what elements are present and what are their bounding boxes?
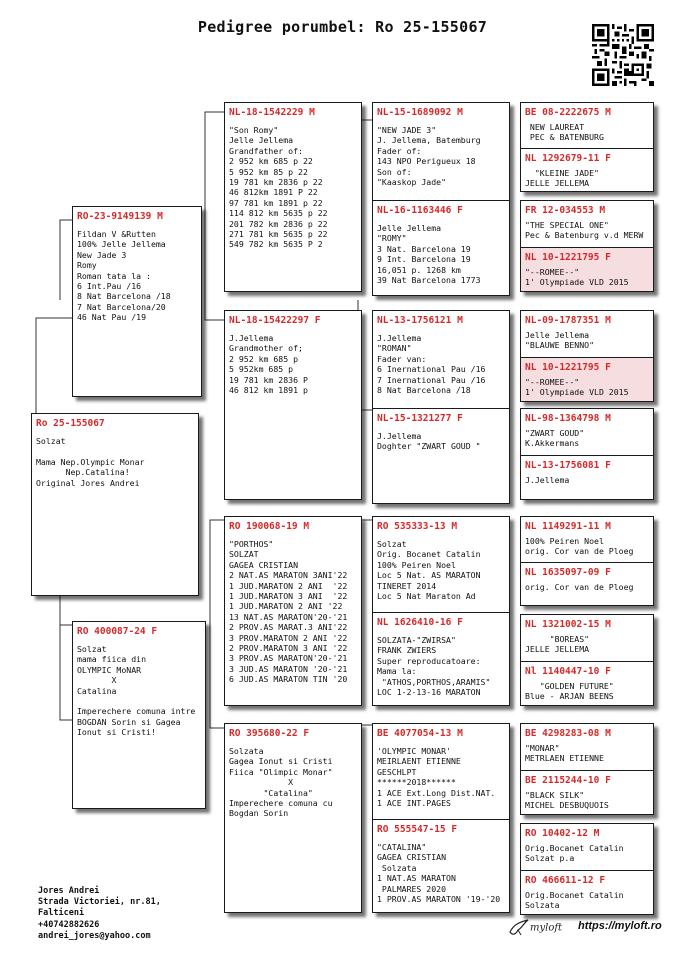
pigeon-entry — [73, 622, 205, 809]
ring-number: RO 190068-19 M — [229, 521, 310, 532]
pigeon-entry — [521, 661, 653, 706]
pigeon-info: "BOREAS" JELLE JELLEMA — [525, 634, 590, 655]
pedigree-card-gggen-2[interactable] — [520, 200, 654, 292]
pedigree-card-grandsire-sire[interactable] — [224, 102, 362, 292]
pedigree-card-granddam-sire[interactable] — [224, 310, 362, 500]
pigeon-info: orig. Cor van de Ploeg — [525, 582, 634, 592]
page-title: Pedigree porumbel: Ro 25-155067 — [197, 18, 488, 36]
ring-number: NL-13-1756081 F — [525, 460, 611, 471]
pigeon-entry — [521, 103, 653, 148]
pigeon-entry — [373, 103, 509, 200]
ring-number: Ro 25-155067 — [36, 418, 105, 429]
pedigree-card-gggen-6[interactable] — [520, 614, 654, 706]
pigeon-entry — [373, 612, 509, 706]
pigeon-info: Solzat mama fiica din OLYMPIC MoNAR X Catalina Imperechere comuna intre BOGDAN Sorin si Gagea Ionut si Cristi! — [77, 644, 196, 738]
pigeon-entry — [521, 562, 653, 606]
pigeon-info: "MONAR" METRLAEN ETIENNE — [525, 743, 604, 764]
pedigree-card-dam[interactable] — [72, 621, 206, 809]
pedigree-card-ggen-4[interactable] — [372, 723, 510, 913]
pigeon-entry — [373, 200, 509, 296]
ring-number: NL-09-1787351 M — [525, 315, 611, 326]
pigeon-entry — [225, 103, 361, 292]
pigeon-entry — [373, 311, 509, 408]
ring-number: NL 1149291-11 M — [525, 521, 611, 532]
pigeon-info: J.Jellema — [525, 475, 570, 485]
pigeon-info: 100% Peiren Noel orig. Cor van de Ploeg — [525, 536, 634, 557]
ring-number: RO 395680-22 F — [229, 728, 310, 739]
pigeon-entry — [73, 207, 201, 397]
pigeon-info: "PORTHOS" SOLZAT GAGEA CRISTIAN 2 NAT.AS MARATON 3ANI'22 1 JUD.MARATON 2 ANI '22 1 JUD.MARATON 3 ANI '22 1 JUD.MARATON 2 ANI '22 13 NAT.AS MARATON'20-'21 2 PROV.AS MARAT.3 ANI'22 3 PROV.MARATON 2 ANI '22 2 PROV.MARATON 3 ANI '22 3 PROV.AS MARATON'20-'21 3 JUD.AS MARATON '20-'21 6 JUD.AS MARATON TIN '20 — [229, 539, 348, 685]
pigeon-entry — [225, 311, 361, 500]
pigeon-entry — [521, 824, 653, 870]
ring-number: NL-98-1364798 M — [525, 413, 611, 424]
ring-number: RO 555547-15 F — [377, 824, 458, 835]
pigeon-entry — [521, 201, 653, 247]
ring-number: NL 1321002-15 M — [525, 619, 611, 630]
ring-number: NL 1635097-09 F — [525, 567, 611, 578]
pedigree-card-ggen-2[interactable] — [372, 310, 510, 504]
pigeon-entry — [521, 357, 653, 402]
ring-number: BE 4298283-08 M — [525, 728, 611, 739]
ring-number: NL-15-1689092 M — [377, 107, 463, 118]
pigeon-info: "--ROMEE--" 1' Olympiade VLD 2015 — [525, 377, 629, 398]
ring-number: NL 1626410-16 F — [377, 617, 463, 628]
pedigree-card-ggen-3[interactable] — [372, 516, 510, 706]
ring-number: NL-18-15422297 F — [229, 315, 321, 326]
ring-number: NL-18-1542229 M — [229, 107, 315, 118]
pigeon-info: NEW LAUREAT PEC & BATENBURG — [529, 122, 604, 143]
pigeon-info: "BLACK SILK" MICHEL DESBUQUOIS — [525, 790, 609, 811]
pigeon-icon — [508, 918, 530, 938]
pigeon-info: Orig.Bocanet Catalin Solzat p.a — [525, 843, 624, 864]
ring-number: NL 1292679-11 F — [525, 153, 611, 164]
pigeon-entry — [32, 414, 198, 596]
pedigree-card-sire[interactable] — [72, 206, 202, 397]
pigeon-entry — [521, 724, 653, 770]
pigeon-entry — [373, 724, 509, 819]
pigeon-entry — [521, 615, 653, 661]
pigeon-info: Jelle Jellema "ROMY" 3 Nat. Barcelona 19 9 Int. Barcelona 19 16,051 p. 1268 km 39 Nat Barcelona 1773 — [377, 223, 481, 286]
ring-number: BE 08-2222675 M — [525, 107, 611, 118]
pigeon-info: Solzata Gagea Ionut si Cristi Fiica "Olimpic Monar" X "Catalina" Imperechere comuna cu Bogdan Sorin — [229, 746, 333, 819]
ring-number: RO-23-9149139 M — [77, 211, 163, 222]
pigeon-info: "KLEINE JADE" JELLE JELLEMA — [525, 168, 599, 189]
pigeon-info: Fildan V &Rutten 100% Jelle Jellema New Jade 3 Romy Roman tata la : 6 Int.Pau /16 8 Nat Barcelona /18 7 Nat Barcelona/20 46 Nat Pau /19 — [77, 229, 171, 323]
ring-number: NL 10-1221795 F — [525, 252, 611, 263]
logo-text: myloft — [530, 922, 563, 934]
pedigree-card-gggen-4[interactable] — [520, 408, 654, 500]
owner-contact: Jores Andrei Strada Victoriei, nr.81, Falticeni +40742882626 andrei_jores@yahoo.com — [38, 886, 161, 941]
pedigree-card-gggen-3[interactable] — [520, 310, 654, 402]
pedigree-card-grandsire-dam[interactable] — [224, 516, 362, 706]
pigeon-info: Solzat Mama Nep.Olympic Monar Nep.Catalina! Original Jores Andrei — [36, 436, 145, 488]
pigeon-entry — [521, 870, 653, 915]
pedigree-card-main[interactable] — [31, 413, 199, 596]
pigeon-entry — [521, 455, 653, 500]
pigeon-entry — [521, 247, 653, 292]
pigeon-info: Solzat Orig. Bocanet Catalin 100% Peiren Noel Loc 5 Nat. AS MARATON TINERET 2014 Loc 5 Nat Maraton Ad — [377, 539, 481, 602]
ring-number: RO 466611-12 F — [525, 875, 606, 886]
pigeon-entry — [225, 724, 361, 913]
pigeon-entry — [521, 770, 653, 815]
website-link[interactable]: https://myloft.ro — [578, 920, 662, 932]
pedigree-card-gggen-8[interactable] — [520, 823, 654, 915]
pigeon-info: "NEW JADE 3" J. Jellema, Batemburg Fader of: 143 NPO Perigueux 18 Son of: "Kaaskop Jade" — [377, 125, 481, 188]
ring-number: BE 2115244-10 F — [525, 775, 611, 786]
pigeon-info: J.Jellema "ROMAN" Fader van: 6 Inernational Pau /16 7 Inernational Pau /16 8 Nat Barcelona /18 — [377, 333, 486, 396]
ring-number: NL-13-1756121 M — [377, 315, 463, 326]
pigeon-entry — [521, 517, 653, 562]
pigeon-info: SOLZATA-"ZWIRSA" FRANK ZWIERS Super reproducatoare: Mama la: "ATHOS,PORTHOS,ARAMIS" LOC 1-2-13-16 MARATON — [377, 635, 491, 698]
ring-number: BE 4077054-13 M — [377, 728, 463, 739]
pedigree-card-ggen-1[interactable] — [372, 102, 510, 296]
ring-number: RO 400087-24 F — [77, 626, 158, 637]
pigeon-info: "CATALINA" GAGEA CRISTIAN Solzata 1 NAT.AS MARATON PALMARES 2020 1 PROV.AS MARATON '19-'20 — [377, 842, 501, 905]
pigeon-entry — [225, 517, 361, 706]
pigeon-info: J.Jellema Doghter "ZWART GOUD " — [377, 431, 481, 452]
pigeon-info: J.Jellema Grandmother of; 2 952 km 685 p 5 952km 685 p 19 781 km 2836 P 46 812 km 1891 p — [229, 333, 308, 396]
pedigree-card-gggen-5[interactable] — [520, 516, 654, 606]
pigeon-entry — [373, 819, 509, 913]
pigeon-info: Jelle Jellema "BLAUWE BENNO" — [525, 330, 595, 351]
pedigree-card-granddam-dam[interactable] — [224, 723, 362, 913]
pigeon-info: "Son Romy" Jelle Jellema Grandfather of: 2 952 km 685 p 22 5 952 km 85 p 22 19 781 km 2836 p 22 46 812km 1891 P 22 97 781 km 1891 p 22 114 812 km 5635 p 22 201 782 km 2836 p 22 271 781 km 5635 p 22 549 782 km 5635 P 2 — [229, 125, 328, 250]
pigeon-entry — [521, 409, 653, 455]
pedigree-card-gggen-7[interactable] — [520, 723, 654, 815]
ring-number: FR 12-034553 M — [525, 205, 606, 216]
ring-number: RO 535333-13 M — [377, 521, 458, 532]
pigeon-info: "ZWART GOUD" K.Akkermans — [525, 428, 585, 449]
ring-number: NL-16-1163446 F — [377, 205, 463, 216]
pigeon-info: "--ROMEE--" 1' Olympiade VLD 2015 — [525, 267, 629, 288]
ring-number: NL-15-1321277 F — [377, 413, 463, 424]
ring-number: Nl 1140447-10 F — [525, 666, 611, 677]
pigeon-info: "THE SPECIAL ONE" Pec & Batenburg v.d MERW — [525, 220, 644, 241]
pigeon-info: 'OLYMPIC MONAR' MEIRLAENT ETIENNE GESCHLPT ******2018****** 1 ACE Ext.Long Dist.NAT. 1 ACE INT.PAGES — [377, 746, 496, 809]
pigeon-entry — [521, 148, 653, 192]
ring-number: RO 10402-12 M — [525, 828, 600, 839]
myloft-logo — [508, 918, 562, 938]
pigeon-info: "GOLDEN FUTURE" Blue - ARJAN BEENS — [525, 681, 614, 702]
pigeon-entry — [373, 517, 509, 612]
pedigree-card-gggen-1[interactable] — [520, 102, 654, 192]
pigeon-info: Orig.Bocanet Catalin Solzata — [525, 890, 624, 911]
pigeon-entry — [373, 408, 509, 504]
ring-number: NL 10-1221795 F — [525, 362, 611, 373]
pigeon-entry — [521, 311, 653, 357]
